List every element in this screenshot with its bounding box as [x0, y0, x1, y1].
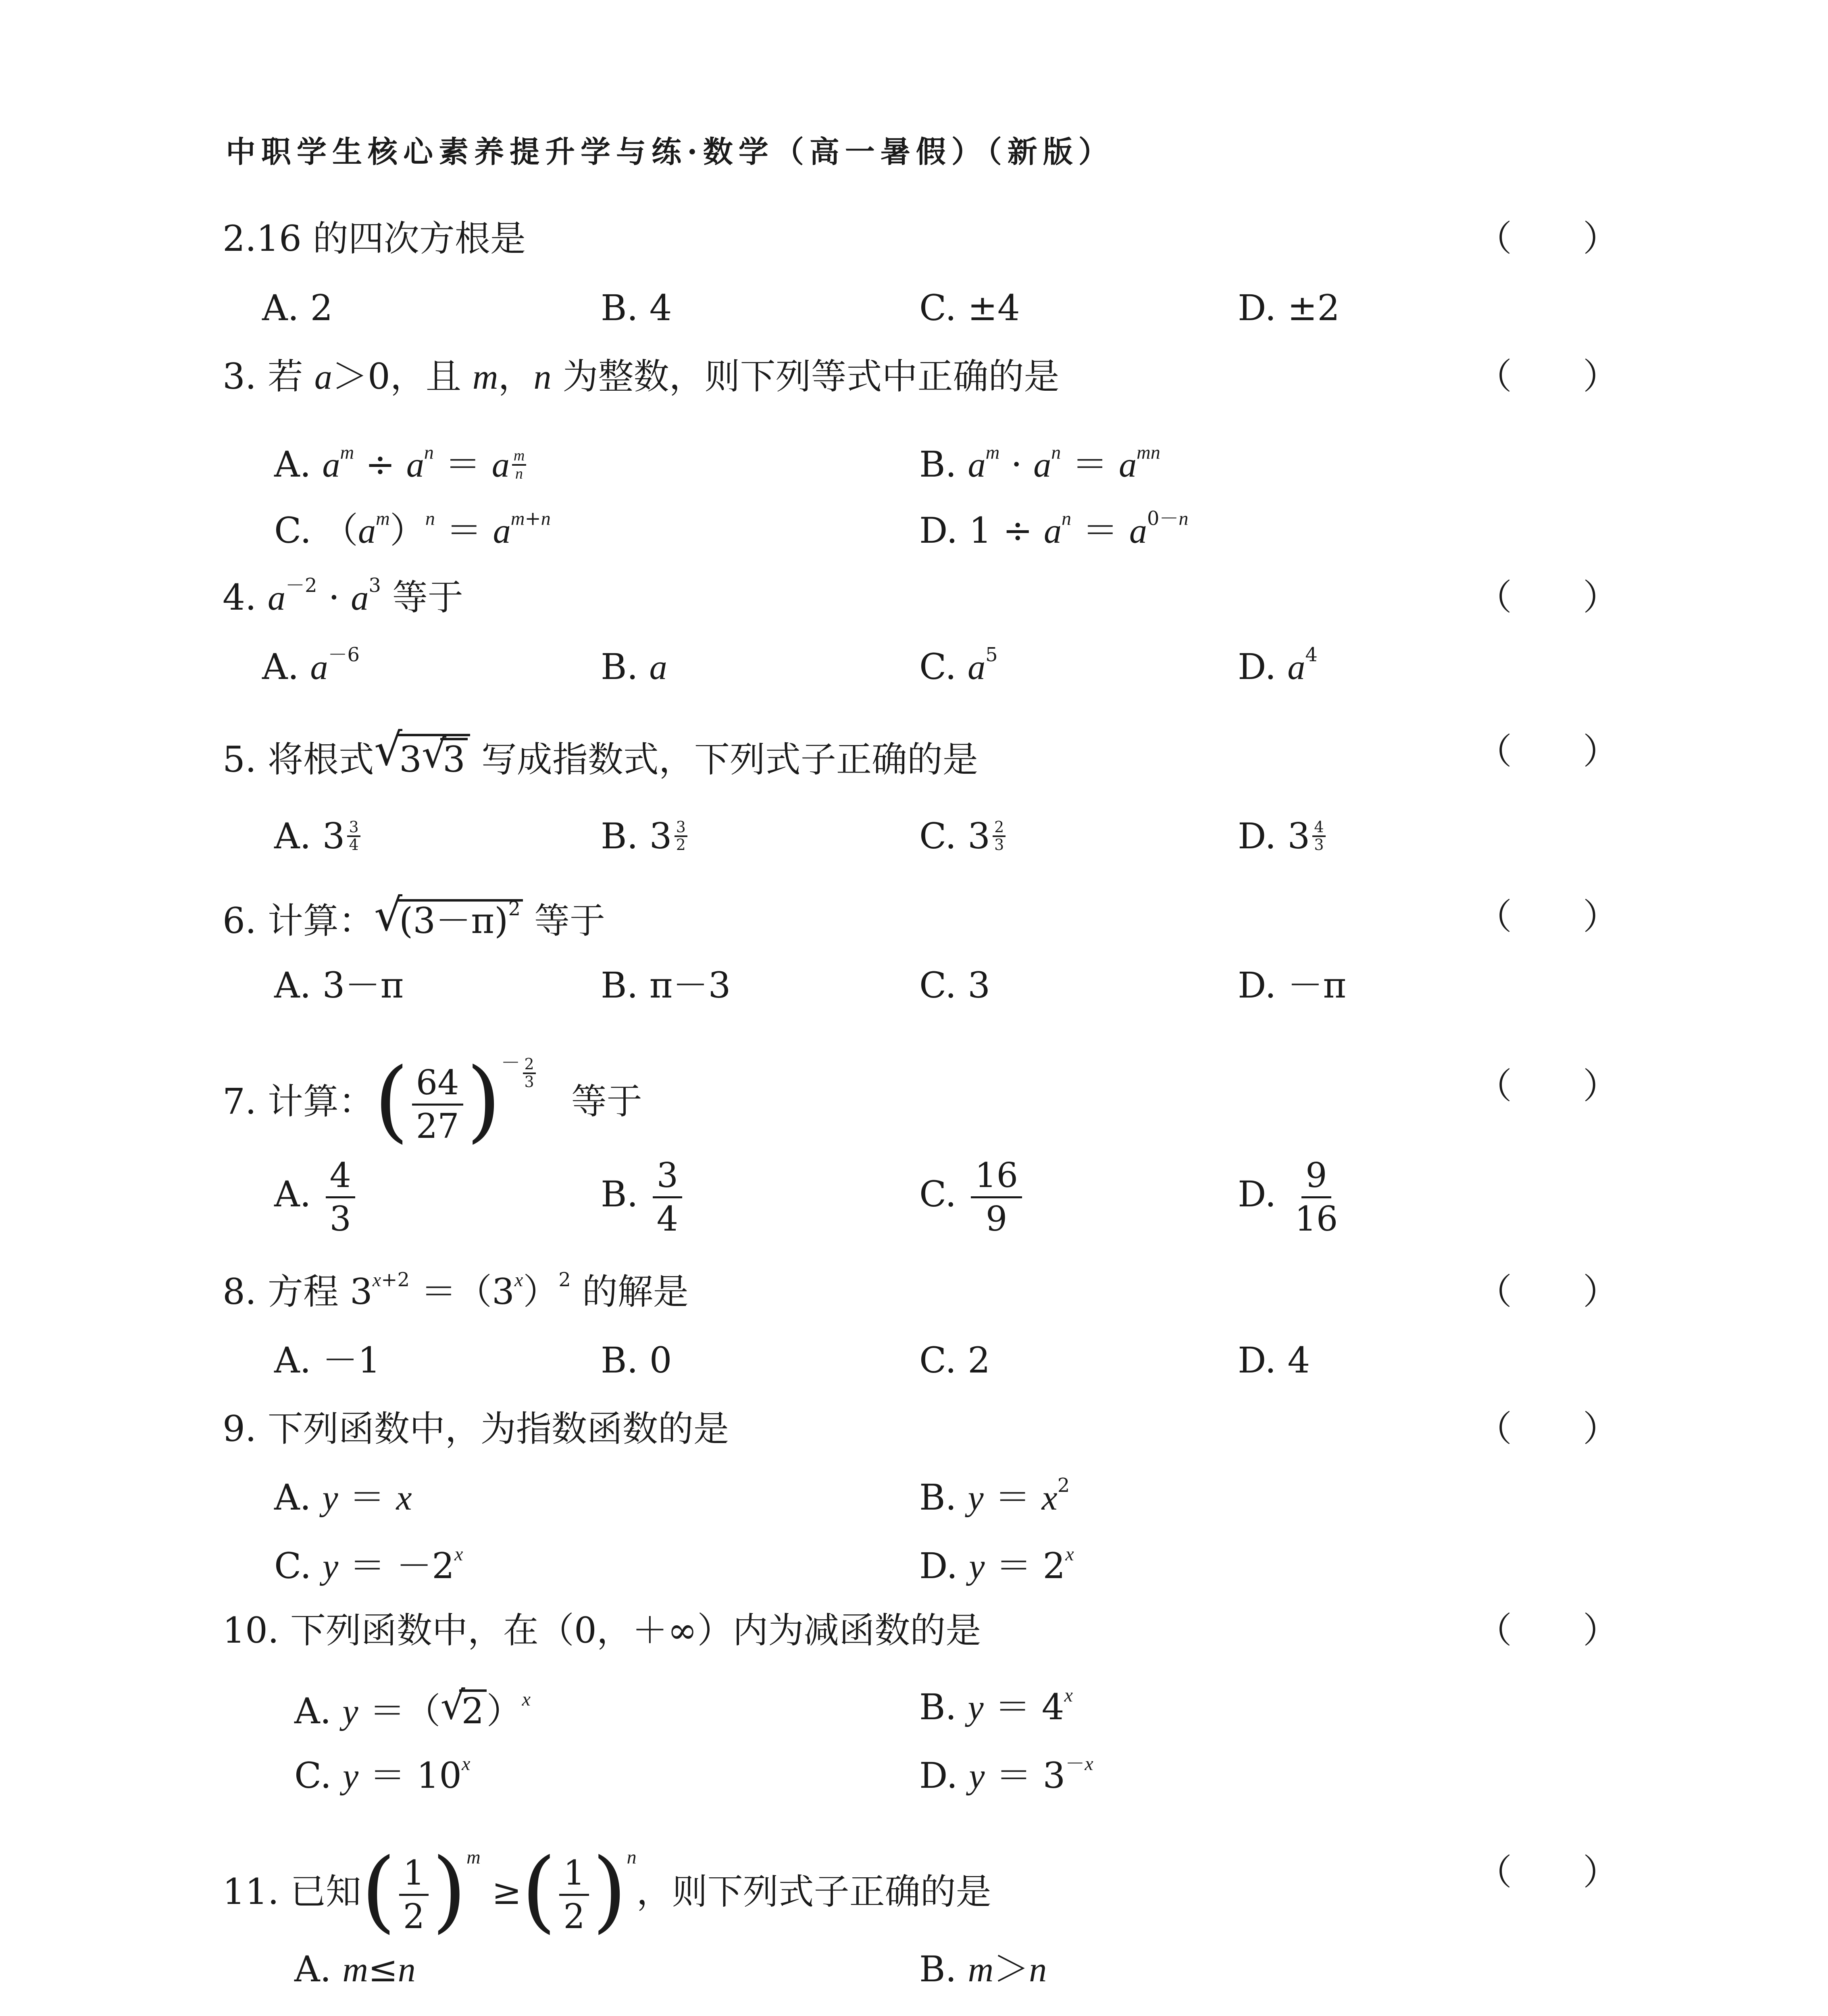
q10-option-d: D. $y = 3^{-x}$ [919, 1752, 1093, 1796]
question-2 [223, 218, 1619, 259]
answer-blank: （ ） [1476, 1065, 1619, 1107]
question-4 [223, 574, 1619, 618]
q3-option-d: D. $1 \div a^n = a^{0-n}$ [919, 507, 1189, 551]
question-6-stem: 6. 计算： √ $(3-\pi)^2$ 等于 [223, 889, 605, 941]
q5-option-d: D. 3 $\frac{4}{3}$ [1238, 818, 1326, 854]
question-10 [223, 1610, 1619, 1651]
q2-option-a: A. 2 [262, 287, 333, 329]
question-7 [223, 1049, 1619, 1152]
q7-option-c: C. $\frac{16}{9}$ [919, 1157, 1025, 1237]
question-11 [223, 1839, 1619, 1943]
question-10-stem: 10. 下列函数中，在（0，＋∞）内为减函数的是 [223, 1610, 981, 1651]
question-3-stem: 3. 若 a＞0，且 m，n 为整数，则下列等式中正确的是 [223, 356, 1060, 397]
answer-blank: （ ） [1476, 218, 1619, 259]
q2-option-b: B. 4 [601, 287, 672, 329]
q5-option-c: C. 3 $\frac{2}{3}$ [919, 818, 1006, 854]
q3-option-b: B. $a^m \cdot a^n = a^{mn}$ [919, 442, 1160, 485]
q6-option-c: C. 3 [919, 964, 991, 1006]
answer-blank: （ ） [1476, 1271, 1619, 1312]
q6-option-d: D. －π [1238, 964, 1347, 1006]
q3-option-c: C. $(a^m)^n = a^{m+n}$ [274, 507, 551, 551]
q4-option-a: A. $a^{-6}$ [262, 644, 360, 687]
q3-option-a: A. $a^m \div a^n = a$ $\frac{m}{n}$ [274, 447, 526, 483]
q8-option-b: B. 0 [601, 1339, 672, 1381]
q11-option-a: A. m≤n [294, 1948, 416, 1990]
question-6 [223, 889, 1619, 941]
q7-option-d: D. $\frac{9}{16}$ [1238, 1156, 1338, 1239]
question-3 [223, 356, 1619, 397]
q2-option-d: D. ±2 [1238, 287, 1340, 329]
question-8-stem: 8. 方程 $3^{x+2} =(3^x)^2$ 的解是 [223, 1268, 689, 1312]
question-9-stem: 9. 下列函数中，为指数函数的是 [223, 1408, 729, 1450]
q8-option-a: A. －1 [274, 1339, 381, 1381]
question-5 [223, 724, 1619, 780]
question-4-stem: 4. $a^{-2} \cdot a^3$ 等于 [223, 574, 463, 618]
q7-option-b: B. $\frac{3}{4}$ [601, 1157, 685, 1237]
question-9 [223, 1408, 1619, 1450]
q7-option-a: A. $\frac{4}{3}$ [274, 1157, 358, 1237]
q4-option-d: D. $a^4$ [1238, 644, 1318, 687]
answer-blank: （ ） [1476, 731, 1619, 772]
page-header: 中职学生核心素养提升学与练·数学（高一暑假）（新版） [226, 135, 1114, 169]
q9-option-a: A. y ＝ x [274, 1477, 412, 1518]
q6-option-a: A. 3－π [274, 964, 404, 1006]
q10-option-a: A. y ＝（ √ 2）$^x$ [294, 1683, 531, 1732]
q4-option-c: C. $a^5$ [919, 644, 998, 687]
q5-option-a: A. 3 $\frac{3}{4}$ [274, 818, 360, 854]
q10-option-b: B. $y = 4^x$ [919, 1685, 1073, 1728]
question-8 [223, 1268, 1619, 1312]
answer-blank: （ ） [1476, 1851, 1619, 1893]
answer-blank: （ ） [1476, 1408, 1619, 1450]
q9-option-c: C. $y = -2^x$ [274, 1543, 463, 1587]
q2-option-c: C. ±4 [919, 287, 1020, 329]
q9-option-b: B. $y = x^2$ [919, 1474, 1070, 1518]
answer-blank: （ ） [1476, 896, 1619, 937]
answer-blank: （ ） [1476, 577, 1619, 618]
answer-blank: （ ） [1476, 1610, 1619, 1651]
q9-option-d: D. $y = 2^x$ [919, 1543, 1074, 1587]
answer-blank: （ ） [1476, 356, 1619, 397]
question-5-stem: 5. 将根式 √ 3 √ 3 写成指数式，下列式子正确的是 [223, 724, 978, 780]
q8-option-d: D. 4 [1238, 1339, 1310, 1381]
radical-sign: √ $(3-\pi)^2$ [374, 899, 523, 939]
q8-option-c: C. 2 [919, 1339, 991, 1381]
question-2-stem: 2.16 的四次方根是 [223, 218, 526, 259]
radical-sign: √ 3 √ 3 [374, 734, 470, 777]
q10-option-c: C. $y = 10^x$ [294, 1753, 471, 1796]
q6-option-b: B. π－3 [601, 964, 731, 1006]
q5-option-b: B. 3 $\frac{3}{2}$ [601, 818, 687, 854]
q11-option-b: B. m＞n [919, 1948, 1047, 1990]
question-7-stem: 7. 计算：( $\frac{64}{27}$ )$^{- \frac{2}{3}}$ 等于 [223, 1049, 642, 1152]
question-11-stem: 11. 已知( $\frac{1}{2}$ )$^m$ ≥( $\frac{1}{2}$ )$^n$，则下列式子正确的是 [223, 1839, 991, 1943]
q4-option-b: B. a [601, 646, 667, 687]
